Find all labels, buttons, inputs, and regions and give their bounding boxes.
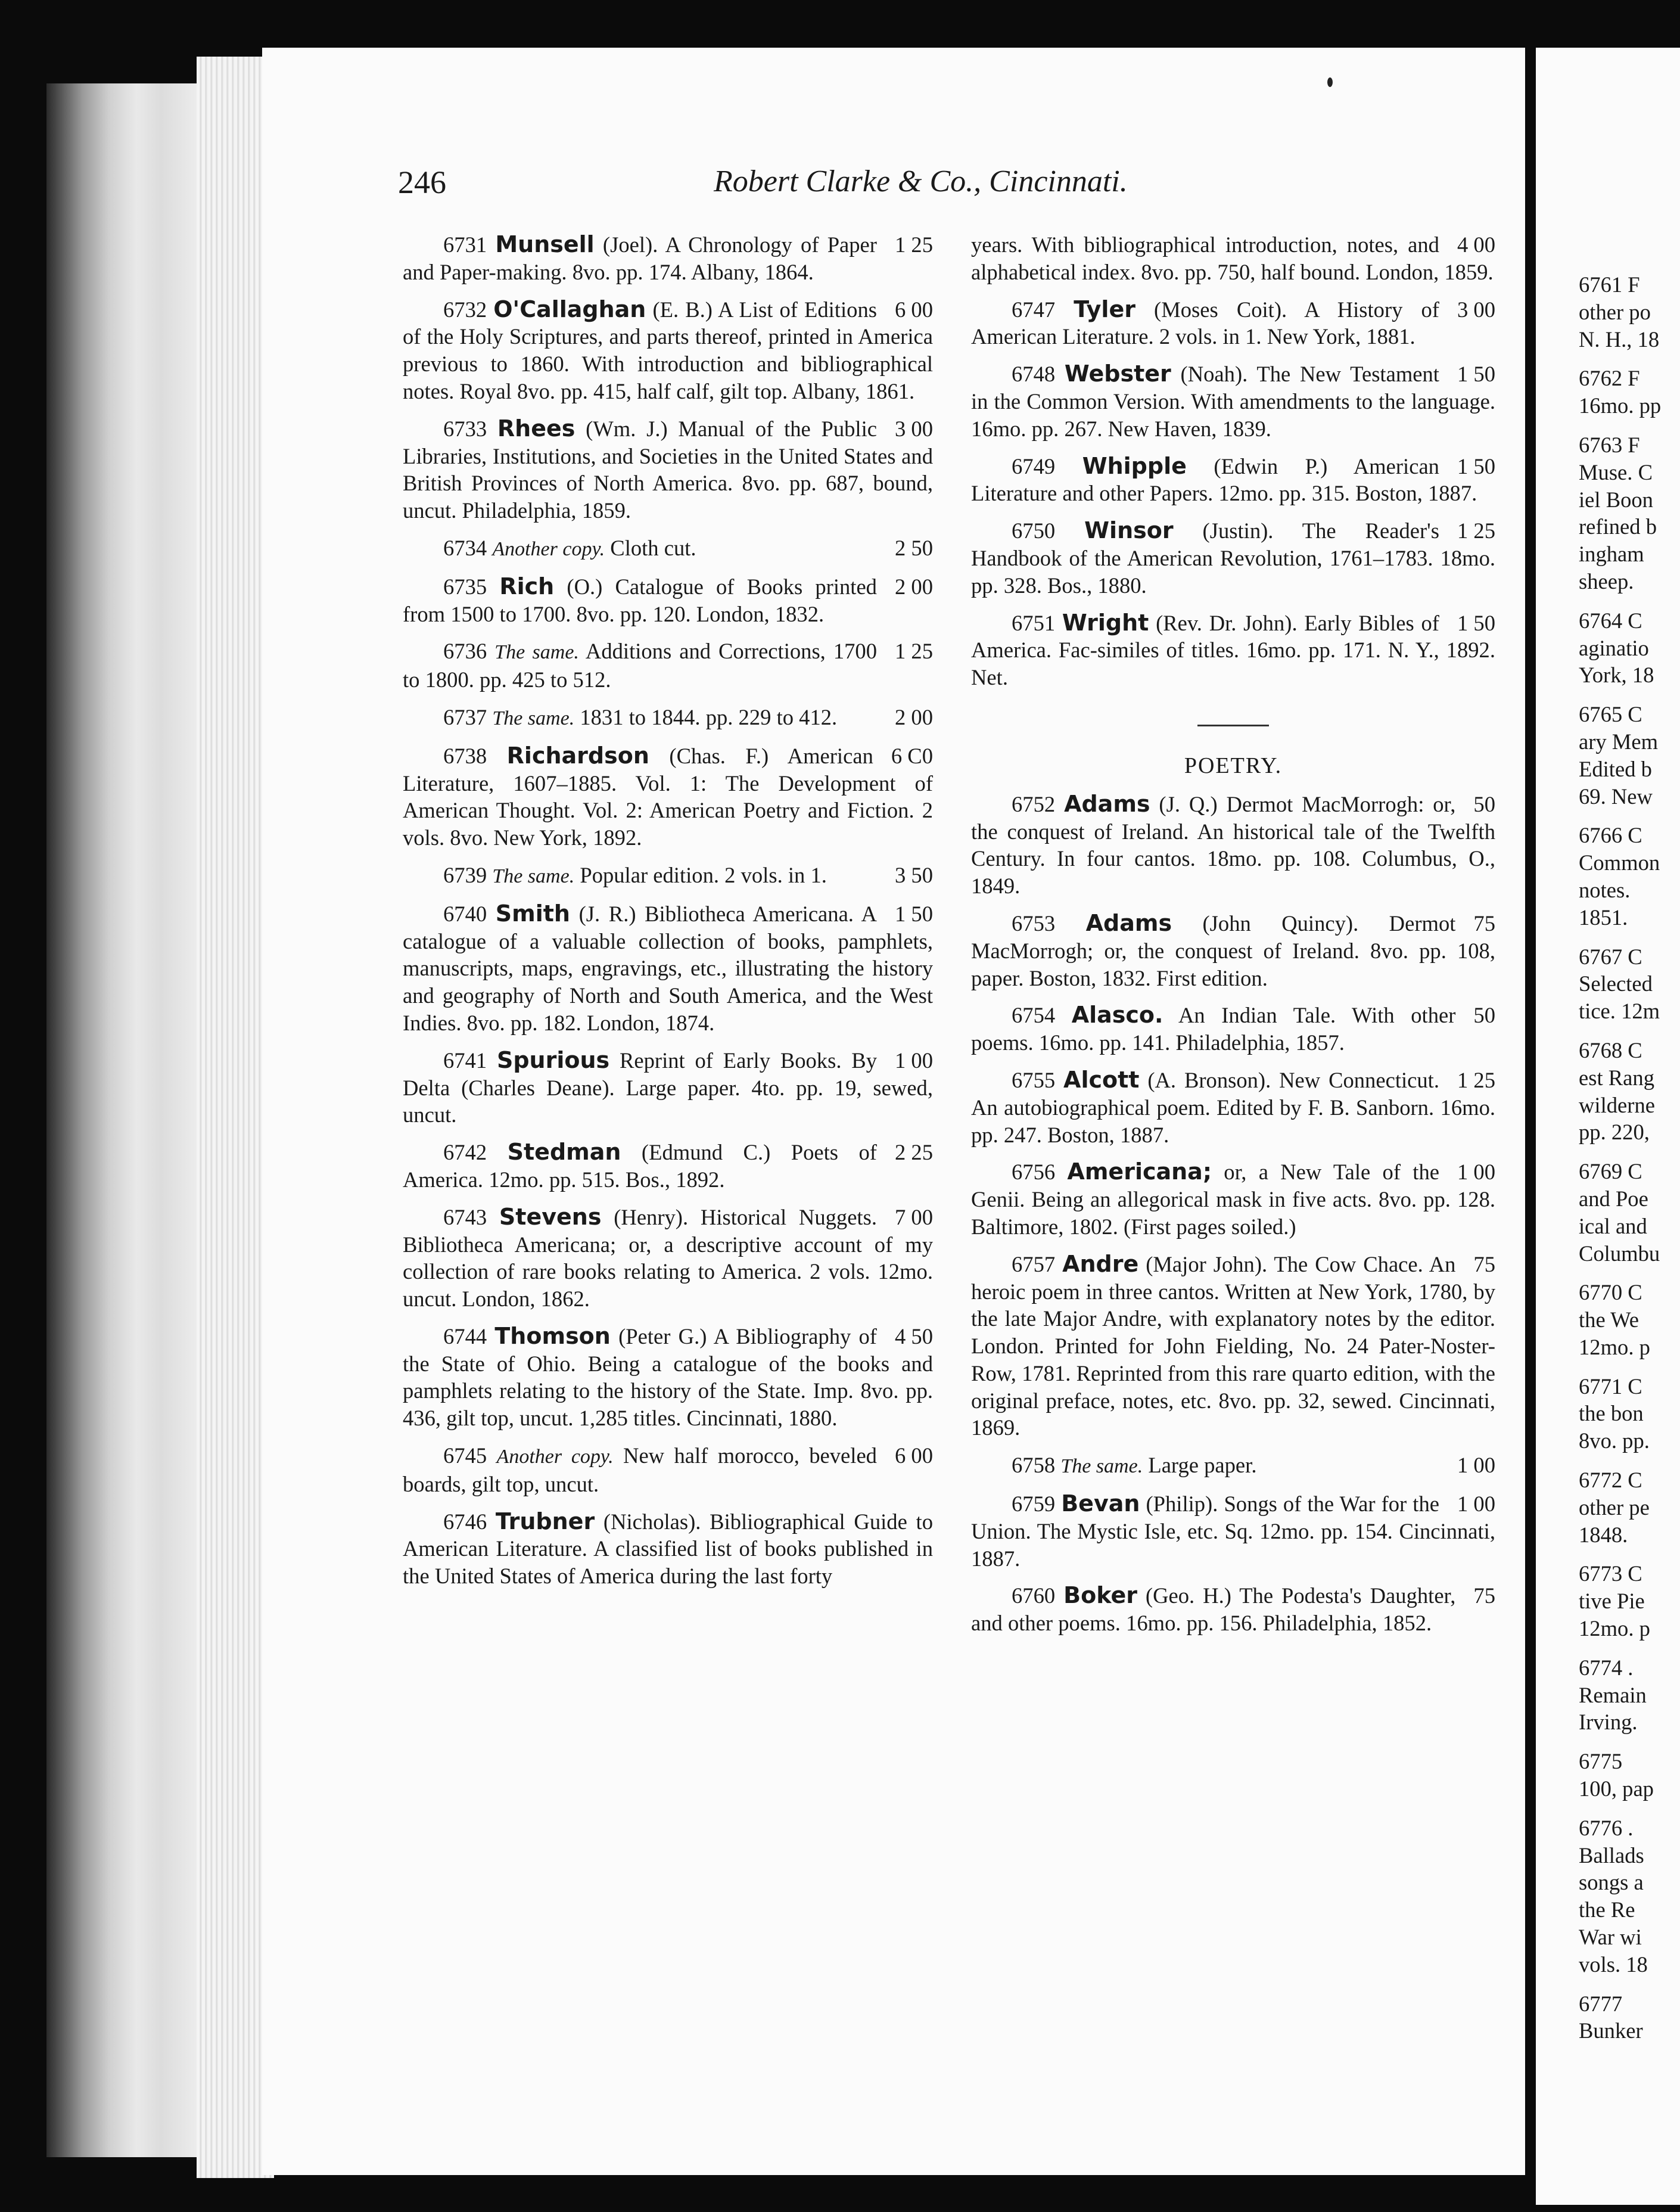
catalog-entry	[403, 638, 933, 694]
catalog-entry	[971, 453, 1495, 508]
entry-price: 3 00	[1457, 297, 1495, 322]
facing-page-line: 6768 C	[1579, 1037, 1642, 1062]
entry-author: Stedman	[507, 1139, 621, 1166]
entry-author: Smith	[495, 900, 570, 927]
facing-page-line: est Rang	[1579, 1065, 1654, 1090]
entry-author: O'Callaghan	[493, 296, 646, 322]
facing-page-line: 6769 C	[1579, 1159, 1642, 1184]
entry-author: Webster	[1064, 361, 1171, 387]
entry-number: 6737	[443, 704, 487, 729]
entry-italic-note: The same.	[1060, 1455, 1143, 1478]
entry-number: 6733	[443, 416, 487, 441]
facing-page-line: 69. New	[1579, 784, 1653, 809]
entry-price: 3 00	[894, 416, 933, 441]
entry-description: An Indian Tale. With other poems. 16mo. pp. 141. Philadelphia, 1857.	[971, 1003, 1456, 1055]
entry-price: 1 00	[1457, 1492, 1495, 1517]
entry-description: (O.) Catalogue of Books printed from 1500 to 1700. 8vo. pp. 120. London, 1832.	[403, 574, 877, 626]
entry-author: Boker	[1063, 1582, 1137, 1609]
running-head: Robert Clarke & Co., Cincinnati.	[714, 164, 1128, 198]
entry-author: Tyler	[1074, 296, 1135, 322]
facing-page-line: 12mo. p	[1579, 1334, 1650, 1359]
entry-price: 75	[1473, 1251, 1495, 1276]
facing-page-line: 6766 C	[1579, 823, 1642, 848]
entry-price: 1 00	[1457, 1160, 1495, 1185]
section-heading: POETRY.	[1184, 753, 1283, 778]
facing-page-line: ary Mem	[1579, 729, 1659, 754]
facing-page-line: Selected	[1579, 971, 1653, 996]
catalog-entry	[403, 900, 933, 1037]
facing-page-line: the bon	[1579, 1401, 1644, 1426]
entry-description: Additions and Corrections, 1700 to 1800. pp. 425 to 512.	[403, 639, 877, 692]
facing-page-line: 6776 .	[1579, 1815, 1634, 1840]
facing-page-line: ical and	[1579, 1213, 1647, 1238]
entry-number: 6735	[443, 574, 487, 599]
facing-page-line: other po	[1579, 299, 1651, 324]
entry-number: 6757	[1012, 1251, 1056, 1276]
entry-author: Adams	[1064, 790, 1150, 817]
entry-number: 6749	[1012, 453, 1056, 479]
catalog-entry	[403, 742, 933, 852]
entry-number: 6741	[443, 1048, 487, 1073]
facing-page-line: Edited b	[1579, 756, 1652, 781]
entry-description: (John Quincy). Dermot MacMorrogh; or, the conquest of Ireland. 8vo. pp. 108, paper. Boston, 1832. First edition.	[971, 911, 1495, 990]
entry-author: Americana;	[1067, 1158, 1212, 1185]
facing-page-line: 16mo. pp	[1579, 393, 1662, 418]
entry-author: Bevan	[1061, 1490, 1140, 1517]
facing-page-line	[1579, 420, 1661, 431]
catalog-entry	[971, 296, 1495, 351]
entry-price: 50	[1473, 791, 1495, 816]
facing-page-line	[1579, 1455, 1661, 1467]
catalog-entry	[971, 231, 1495, 286]
entry-description: (Justin). The Reader's Handbook of the American Revolution, 1761–1783. 18mo. pp. 328. Bos., 1880.	[971, 518, 1495, 598]
entry-number: 6738	[443, 743, 487, 768]
catalog-entry	[971, 1582, 1495, 1637]
entry-author: Thomson	[494, 1322, 611, 1349]
facing-page-line: Bunker	[1579, 2018, 1643, 2043]
facing-page-line: 6763 F	[1579, 432, 1640, 457]
entry-description: (Philip). Songs of the War for the Union. The Mystic Isle, etc. Sq. 12mo. pp. 154. Cincinnati, 1887.	[971, 1492, 1495, 1571]
entry-italic-note: The same.	[494, 641, 579, 664]
facing-page-line: other pe	[1579, 1495, 1650, 1520]
catalog-entry	[971, 791, 1495, 900]
entry-description: (Chas. F.) American Literature, 1607–1885. Vol. 1: The Development of American Thought. Vol. 2: American Poetry and Fiction. 2 vols. 8vo. New York, 1892.	[403, 743, 933, 850]
entry-description: (Rev. Dr. John). Early Bibles of America. Fac-similes of titles. 16mo. pp. 171. N. Y., 1892. Net.	[971, 610, 1495, 690]
entry-italic-note: The same.	[492, 865, 575, 887]
entry-author: Munsell	[495, 231, 595, 257]
facing-page-line	[1579, 931, 1661, 943]
catalog-entry	[971, 1452, 1495, 1480]
entry-price: 1 50	[894, 901, 933, 926]
facing-page-line: songs a	[1579, 1870, 1644, 1895]
entry-description: (Joel). A Chronology of Paper and Paper-making. 8vo. pp. 174. Albany, 1864.	[403, 232, 877, 284]
entry-author: Trubner	[495, 1508, 595, 1534]
right-column	[971, 231, 1495, 1647]
entry-italic-note: The same.	[492, 707, 575, 729]
catalog-entry	[403, 573, 933, 628]
entry-price: 4 50	[894, 1324, 933, 1349]
catalog-entry	[403, 1139, 933, 1194]
entry-price: 6 00	[894, 1443, 933, 1468]
entry-description: (Moses Coit). A History of American Literature. 2 vols. in 1. New York, 1881.	[971, 297, 1439, 349]
facing-page-line: War wi	[1579, 1925, 1642, 1950]
facing-page-line	[1579, 1146, 1661, 1158]
catalog-entry	[403, 1323, 933, 1432]
entry-description: years. With bibliographical introduction, notes, and alphabetical index. 8vo. pp. 750, half bound. London, 1859.	[971, 232, 1494, 284]
facing-page-line	[1579, 1642, 1661, 1654]
catalog-entry	[971, 361, 1495, 442]
entry-description: (Wm. J.) Manual of the Public Libraries, Institutions, and Societies in the United States and British Provinces of North America. 8vo. pp. 687, bound, uncut. Philadelphia, 1859.	[403, 416, 933, 523]
facing-page-line: and Poe	[1579, 1186, 1648, 1211]
catalog-entry	[403, 231, 933, 286]
entry-author: Alasco.	[1071, 1002, 1163, 1029]
facing-page-line: Muse. C	[1579, 459, 1653, 484]
right-column-entries	[971, 231, 1495, 691]
facing-page-line	[1579, 353, 1661, 365]
entry-description: (Noah). The New Testament in the Common Version. With amendments to the language. 16mo. pp. 267. New Haven, 1839.	[971, 362, 1495, 441]
facing-page-line: notes.	[1579, 877, 1631, 902]
book-page-edges	[46, 83, 210, 2157]
catalog-entry	[403, 1508, 933, 1590]
facing-page-text	[1579, 271, 1661, 2045]
entry-description: (J. Q.) Dermot MacMorrogh: or, the conquest of Ireland. An historical tale of the Twelfth Century. In four cantos. 18mo. pp. 108. Columbus, O., 1849.	[971, 791, 1495, 899]
facing-page-line: 100, pap	[1579, 1776, 1654, 1801]
entry-number: 6748	[1012, 362, 1056, 387]
catalog-entry	[403, 1442, 933, 1498]
entry-number: 6742	[443, 1140, 487, 1165]
catalog-entry	[971, 517, 1495, 599]
facing-page-line: 12mo. p	[1579, 1616, 1650, 1641]
entry-description: (Major John). The Cow Chace. An heroic poem in three cantos. Written at New York, 1780, by the late Major Andre, with explanatory notes by the editor. London. Printed for John Fielding, No. 24 Pater-Noster-Row, 1781. Reprinted from this rare quarto edition, with the original preface, notes, etc. 8vo. pp. 32, sewed. Cincinnati, 1869.	[971, 1251, 1495, 1440]
entry-italic-note: Another copy.	[492, 538, 605, 560]
facing-page-line: Ballads	[1579, 1843, 1644, 1868]
entry-number: 6732	[443, 297, 487, 322]
facing-page-line	[1579, 1548, 1661, 1560]
facing-page	[1536, 48, 1680, 2205]
entry-number: 6750	[1012, 518, 1056, 543]
entry-description: Cloth cut.	[605, 535, 696, 560]
entry-description: (J. R.) Bibliotheca Americana. A catalogue of a valuable collection of books, pamphlets, manuscripts, maps, engravings, etc., illustrating the history and geography of North and South America, and the West Indies. 8vo. pp. 182. London, 1874.	[403, 901, 933, 1035]
entry-author: Winsor	[1084, 517, 1174, 544]
entry-number: 6753	[1012, 911, 1056, 936]
entry-description: 1831 to 1844. pp. 229 to 412.	[574, 704, 838, 729]
facing-page-line: 1851.	[1579, 905, 1628, 930]
entry-description: Large paper.	[1143, 1453, 1257, 1478]
entry-author: Richardson	[506, 742, 649, 769]
facing-page-line: 6771 C	[1579, 1374, 1642, 1399]
facing-page-line	[1579, 1025, 1661, 1037]
poetry-entries	[971, 791, 1495, 1637]
facing-page-line	[1579, 1267, 1661, 1279]
entry-description: (Geo. H.) The Podesta's Daughter, and other poems. 16mo. pp. 156. Philadelphia, 1852.	[971, 1583, 1456, 1636]
facing-page-line	[1579, 595, 1661, 607]
entry-author: Stevens	[499, 1203, 602, 1230]
facing-page-line: pp. 220,	[1579, 1120, 1650, 1145]
entry-price: 1 50	[1457, 362, 1495, 387]
catalog-entry	[971, 1067, 1495, 1148]
entry-number: 6747	[1012, 297, 1056, 322]
facing-page-line: wilderne	[1579, 1092, 1655, 1117]
entry-description: New half morocco, beveled boards, gilt top, uncut.	[403, 1443, 877, 1496]
facing-page-line: 6762 F	[1579, 366, 1640, 391]
entry-number: 6746	[443, 1509, 487, 1534]
entry-number: 6745	[443, 1443, 487, 1468]
catalog-entry	[403, 704, 933, 732]
facing-page-line: tice. 12m	[1579, 999, 1660, 1024]
entry-number: 6752	[1012, 791, 1056, 816]
entry-price: 1 00	[1457, 1453, 1495, 1478]
facing-page-line: iel Boon	[1579, 487, 1653, 512]
facing-page-line	[1579, 1803, 1661, 1815]
facing-page-line: Common	[1579, 850, 1660, 875]
facing-page-line	[1579, 1978, 1661, 1990]
catalog-entry	[403, 1204, 933, 1313]
facing-page-line: Irving.	[1579, 1710, 1638, 1735]
catalog-entry	[403, 415, 933, 524]
entry-author: Rich	[499, 573, 555, 599]
section-divider	[1197, 725, 1269, 726]
facing-page-line: sheep.	[1579, 568, 1634, 594]
catalog-entry	[971, 1490, 1495, 1572]
entry-author: Whipple	[1082, 452, 1187, 479]
facing-page-line: N. H., 18	[1579, 327, 1660, 352]
catalog-entry	[403, 1047, 933, 1129]
entry-description: (E. B.) A List of Editions of the Holy Scriptures, and parts thereof, printed in America previous to 1860. With introduction and bibliographical notes. Royal 8vo. pp. 415, half calf, gilt top. Albany, 1861.	[403, 297, 933, 403]
entry-number: 6758	[1012, 1453, 1056, 1478]
entry-description: Reprint of Early Books. By Delta (Charles Deane). Large paper. 4to. pp. 19, sewed, uncut.	[403, 1048, 933, 1127]
facing-page-line: 6764 C	[1579, 608, 1642, 633]
facing-page-line: the We	[1579, 1307, 1639, 1332]
entry-price: 2 50	[894, 535, 933, 560]
facing-page-line: 1848.	[1579, 1522, 1628, 1547]
entry-description: (Peter G.) A Bibliography of the State of Ohio. Being a catalogue of the books and pamphlets relating to the history of the State. Imp. 8vo. pp. 436, gilt top, uncut. 1,285 titles. Cincinnati, 1880.	[403, 1324, 933, 1431]
entry-description: (Nicholas). Bibliographical Guide to American Literature. A classified list of books published in the United States of America during the last forty	[403, 1509, 933, 1589]
entry-italic-note: Another copy.	[496, 1446, 614, 1468]
entry-price: 1 25	[1457, 1067, 1495, 1092]
entry-price: 75	[1473, 1583, 1495, 1608]
entry-price: 1 50	[1457, 453, 1495, 479]
facing-page-line: aginatio	[1579, 635, 1649, 660]
entry-price: 1 25	[1457, 518, 1495, 543]
catalog-entry	[971, 910, 1495, 992]
entry-number: 6731	[443, 232, 487, 257]
entry-price: 2 00	[894, 704, 933, 729]
facing-page-line: refined b	[1579, 514, 1657, 539]
entry-price: 50	[1473, 1003, 1495, 1028]
facing-page-line: 6765 C	[1579, 702, 1642, 727]
entry-price: 1 00	[894, 1048, 933, 1073]
facing-page-line: tive Pie	[1579, 1589, 1645, 1614]
facing-page-line: vols. 18	[1579, 1952, 1648, 1977]
facing-page-line: 6772 C	[1579, 1468, 1642, 1493]
entry-number: 6754	[1012, 1003, 1056, 1028]
facing-page-line: Columbu	[1579, 1241, 1660, 1266]
catalog-entry	[971, 1002, 1495, 1057]
facing-page-line	[1579, 1361, 1661, 1373]
entry-price: 6 00	[894, 297, 933, 322]
entry-price: 4 00	[1457, 232, 1495, 257]
entry-price: 7 00	[894, 1204, 933, 1229]
page-number: 246	[398, 164, 446, 200]
entry-description: (Edmund C.) Poets of America. 12mo. pp. 515. Bos., 1892.	[403, 1140, 877, 1192]
entry-description: or, a New Tale of the Genii. Being an allegorical mask in five acts. 8vo. pp. 128. Baltimore, 1802. (First pages soiled.)	[971, 1160, 1495, 1239]
entry-price: 1 25	[894, 639, 933, 664]
facing-page-line: 6773 C	[1579, 1561, 1642, 1586]
catalog-entry	[971, 1251, 1495, 1442]
entry-number: 6739	[443, 862, 487, 887]
entry-price: 3 50	[894, 862, 933, 887]
entry-description: Popular edition. 2 vols. in 1.	[574, 862, 827, 887]
facing-page-line: Remain	[1579, 1682, 1647, 1707]
entry-author: Alcott	[1063, 1066, 1140, 1093]
entry-number: 6755	[1012, 1067, 1056, 1092]
entry-author: Rhees	[497, 415, 575, 442]
entry-price: 1 50	[1457, 610, 1495, 635]
entry-number: 6743	[443, 1204, 487, 1229]
catalog-entry	[403, 296, 933, 405]
entry-number: 6751	[1012, 610, 1056, 635]
entry-number: 6760	[1012, 1583, 1056, 1608]
left-column	[403, 231, 933, 1600]
facing-page-line: 6777	[1579, 1991, 1623, 2016]
entry-price: 1 25	[894, 232, 933, 257]
facing-page-line	[1579, 689, 1661, 701]
entry-price: 2 00	[894, 574, 933, 599]
facing-page-line: 6775	[1579, 1749, 1623, 1774]
entry-number: 6736	[443, 639, 487, 664]
facing-page-line: 6774 .	[1579, 1655, 1634, 1680]
page-header	[398, 164, 1196, 206]
entry-number: 6740	[443, 901, 487, 926]
ink-speck	[1327, 77, 1333, 87]
facing-page-line: 6770 C	[1579, 1280, 1642, 1305]
catalog-entry	[403, 535, 933, 563]
facing-page-line	[1579, 1736, 1661, 1748]
facing-page-line: 8vo. pp.	[1579, 1428, 1650, 1453]
entry-price: 75	[1473, 911, 1495, 936]
entry-number: 6756	[1012, 1160, 1056, 1185]
entry-author: Spurious	[496, 1046, 610, 1073]
entry-description: (Henry). Historical Nuggets. Bibliotheca Americana; or, a descriptive account of my collection of rare books relating to America. 2 vols. 12mo. uncut. London, 1862.	[403, 1204, 933, 1312]
catalog-entry	[971, 610, 1495, 691]
catalog-entry	[403, 862, 933, 890]
entry-number: 6744	[443, 1324, 487, 1349]
facing-page-line: York, 18	[1579, 663, 1654, 688]
facing-page-line: 6767 C	[1579, 944, 1642, 969]
entry-author: Wright	[1062, 609, 1149, 636]
facing-page-line: 6761 F	[1579, 272, 1640, 297]
facing-page-line: the Re	[1579, 1897, 1635, 1922]
facing-page-line: ingham	[1579, 542, 1644, 567]
entry-price: 6 C0	[891, 743, 933, 768]
entry-description: (Edwin P.) American Literature and other Papers. 12mo. pp. 315. Boston, 1887.	[971, 453, 1477, 506]
entry-price: 2 25	[894, 1140, 933, 1165]
catalog-entry	[971, 1158, 1495, 1240]
entry-number: 6734	[443, 535, 487, 560]
entry-description: (A. Bronson). New Connecticut. An autobiographical poem. Edited by F. B. Sanborn. 16mo. pp. 247. Boston, 1887.	[971, 1067, 1495, 1147]
entry-author: Andre	[1062, 1250, 1139, 1277]
entry-number: 6759	[1012, 1492, 1056, 1517]
entry-author: Adams	[1085, 909, 1172, 936]
facing-page-line	[1579, 810, 1661, 822]
